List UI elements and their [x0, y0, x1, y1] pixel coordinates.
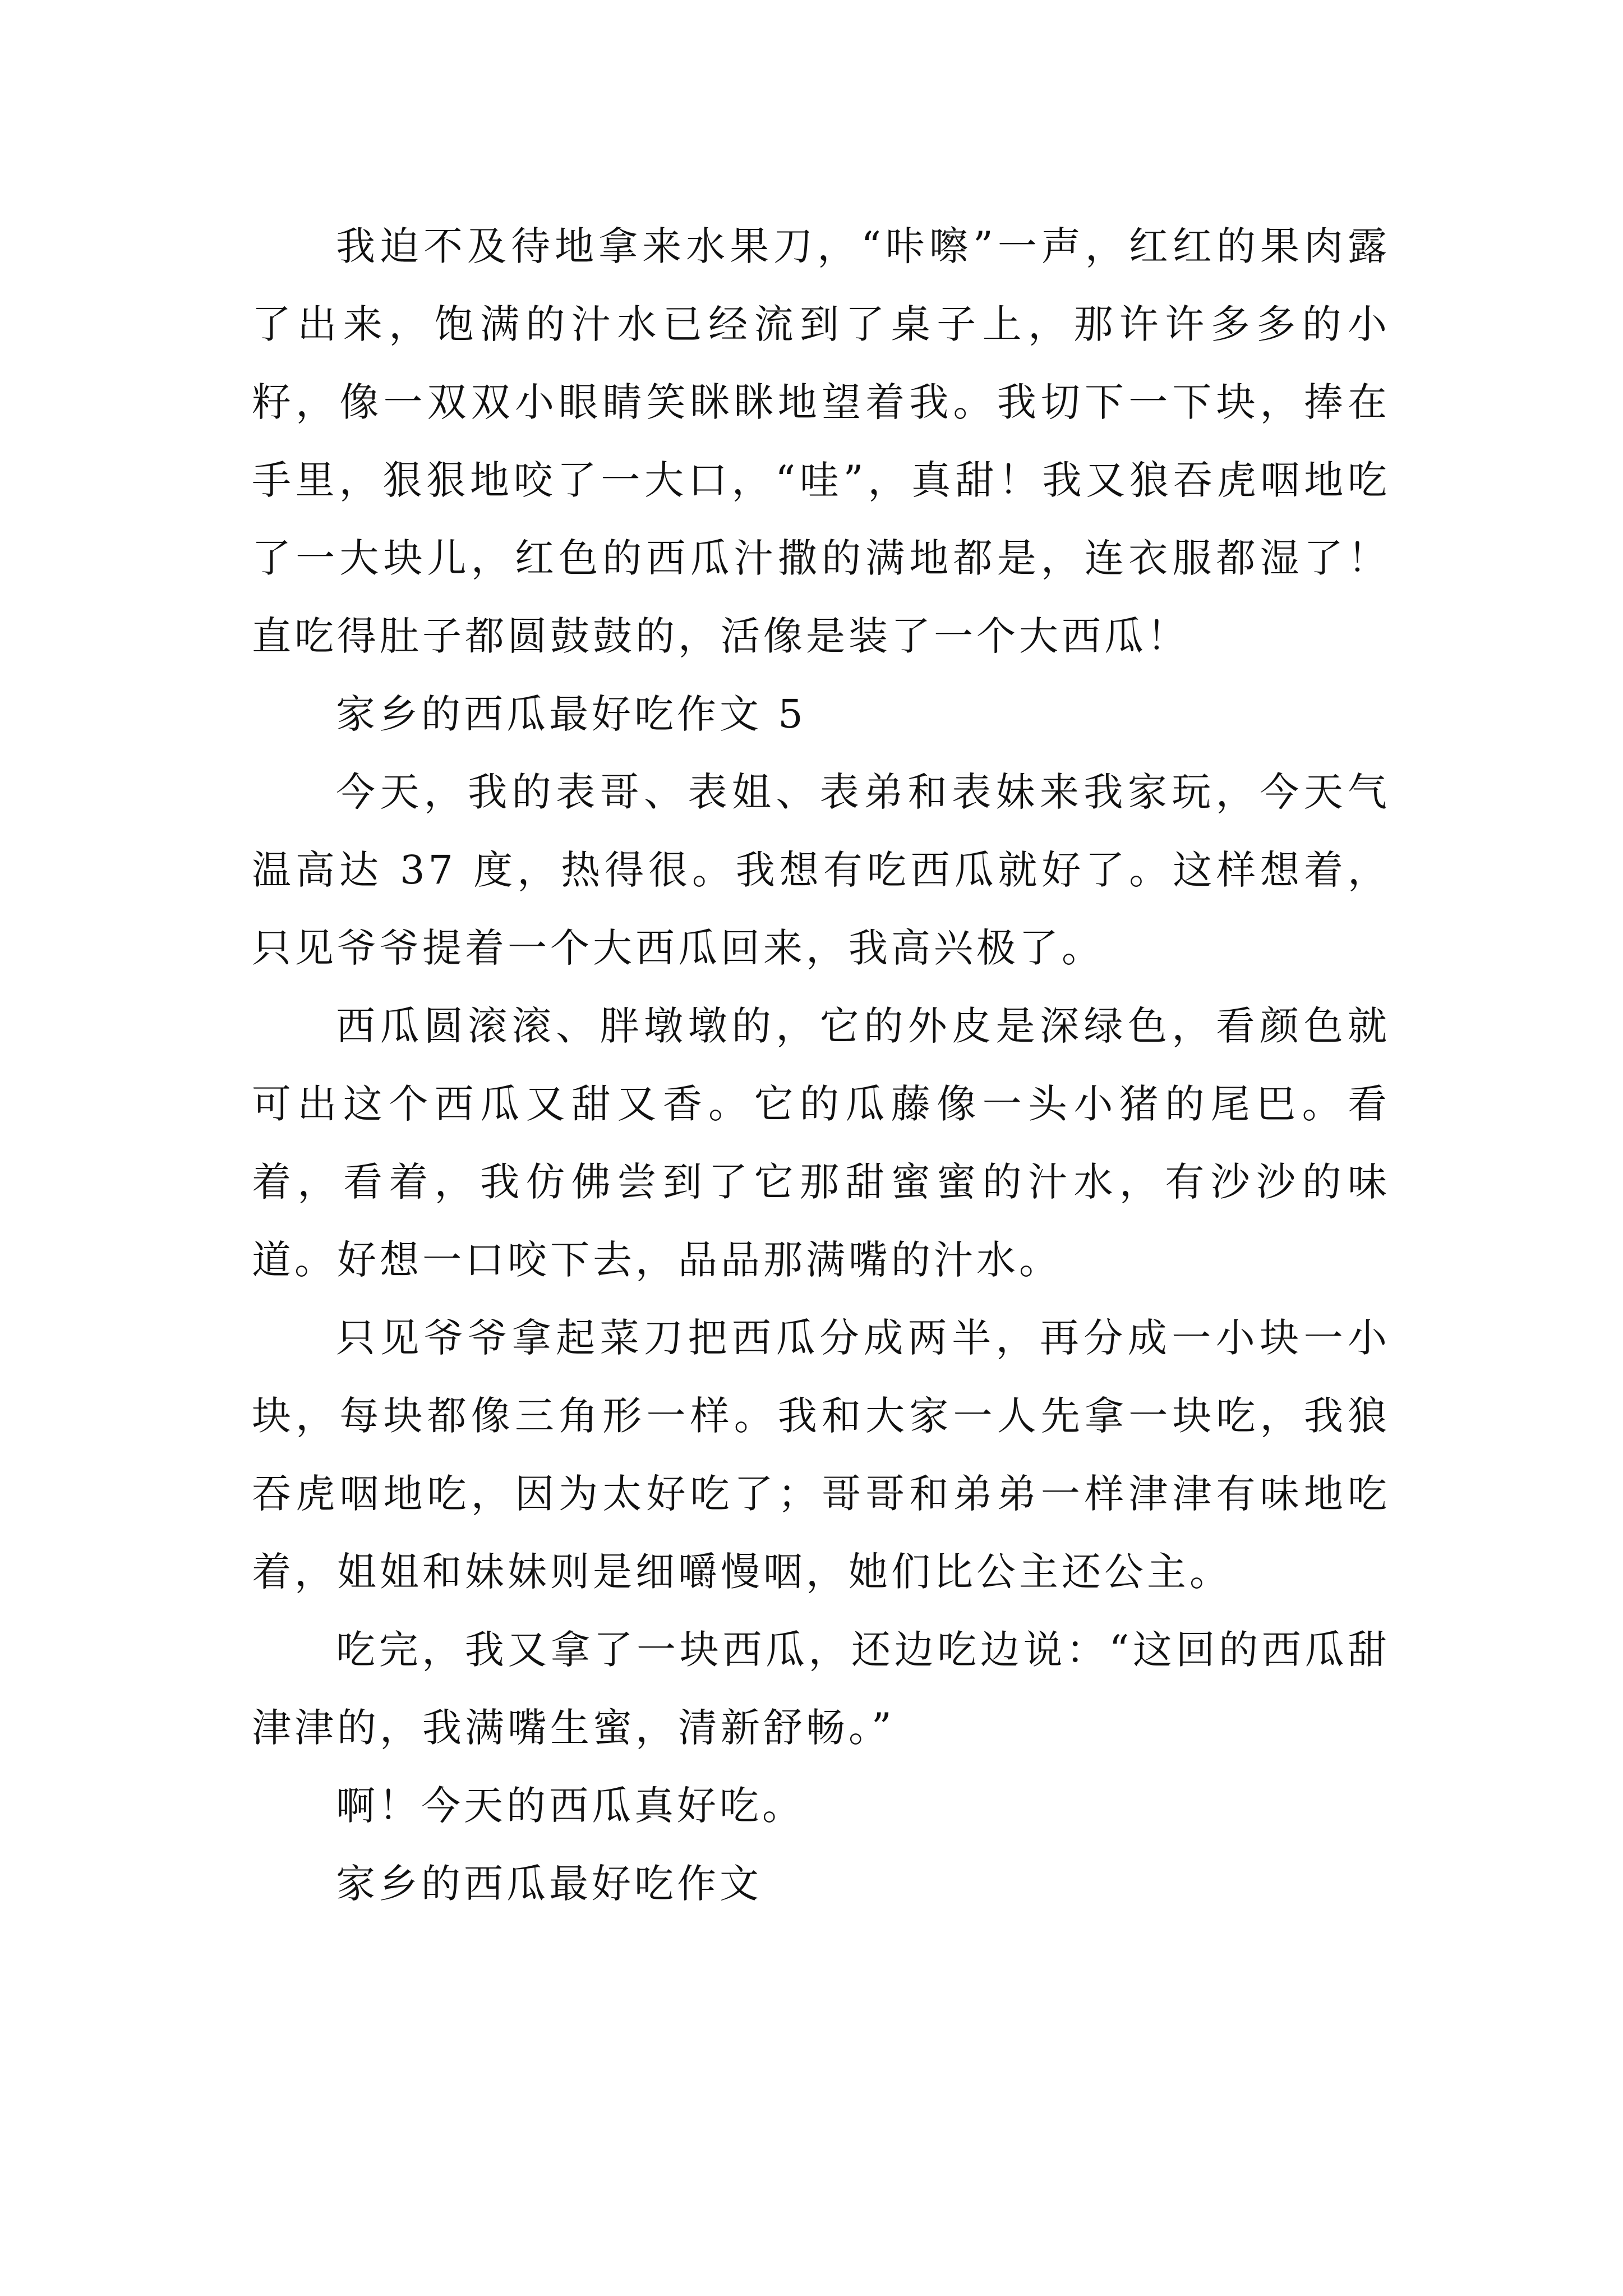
document-body	[252, 208, 1390, 1923]
essay-title-5: 家乡的西瓜最好吃作文 5	[336, 691, 806, 737]
paragraph-watermelon-description: 西瓜圆滚滚、胖墩墩的，它的外皮是深绿色，看颜色就可出这个西瓜又甜又香。它的瓜藤像一头小猪的尾巴。看着，看着，我仿佛尝到了它那甜蜜蜜的汁水，有沙沙的味道。好想一口咬下去，品品那满嘴的汁水。	[252, 1003, 1390, 1283]
paragraph-after-eating: 吃完，我又拿了一块西瓜，还边吃边说：“这回的西瓜甜津津的，我满嘴生蜜，清新舒畅。”	[252, 1627, 1390, 1751]
paragraph-sharing: 只见爷爷拿起菜刀把西瓜分成两半，再分成一小块一小块，每块都像三角形一样。我和大家一人先拿一块吃，我狼吞虎咽地吃，因为太好吃了；哥哥和弟弟一样津津有味地吃着，姐姐和妹妹则是细嚼慢咽，她们比公主还公主。	[252, 1315, 1390, 1595]
paragraph-watermelon-cutting: 我迫不及待地拿来水果刀，“咔嚓”一声，红红的果肉露了出来，饱满的汁水已经流到了桌子上，那许许多多的小籽，像一双双小眼睛笑眯眯地望着我。我切下一下块，捧在手里，狠狠地咬了一大口，“哇”，真甜！我又狼吞虎咽地吃了一大块儿，红色的西瓜汁撒的满地都是，连衣服都湿了！直吃得肚子都圆鼓鼓的，活像是装了一个大西瓜！	[252, 223, 1390, 659]
paragraph-hot-day: 今天，我的表哥、表姐、表弟和表妹来我家玩，今天气温高达 37 度，热得很。我想有吃西瓜就好了。这样想着，只见爷爷提着一个大西瓜回来，我高兴极了。	[252, 769, 1390, 971]
essay-title-next: 家乡的西瓜最好吃作文	[336, 1861, 762, 1907]
paragraph-conclusion: 啊！今天的西瓜真好吃。	[336, 1783, 805, 1829]
